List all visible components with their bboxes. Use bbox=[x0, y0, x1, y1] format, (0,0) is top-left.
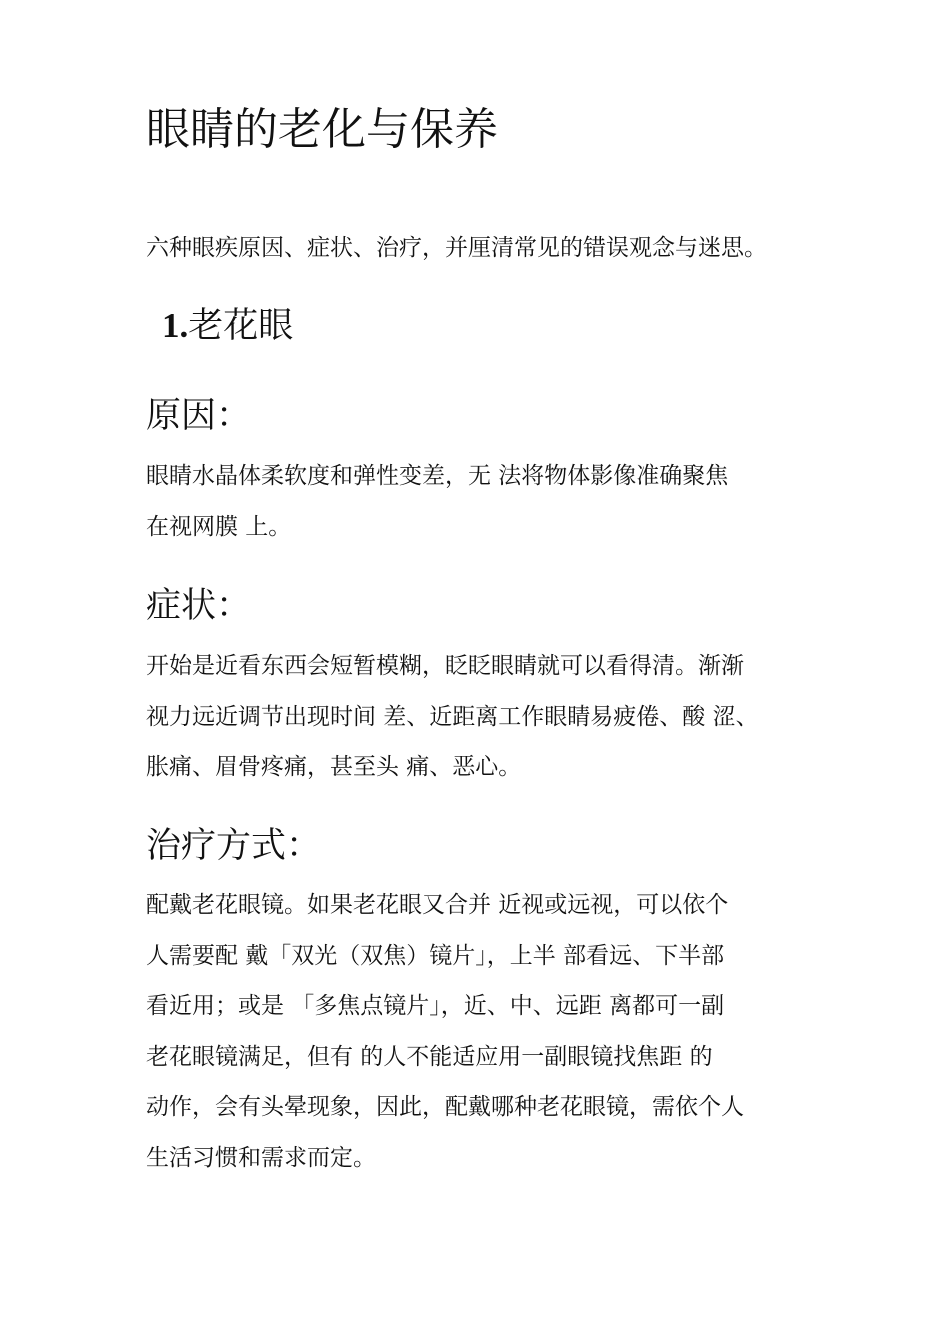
treatment-line: 人需要配 戴「双光（双焦）镜片」，上半 部看远、下半部 bbox=[146, 942, 725, 969]
treatment-line: 老花眼镜满足，但有 的人不能适应用一副眼镜找焦距 的 bbox=[146, 1043, 713, 1070]
treatment-line: 看近用；或是 「多焦点镜片」，近、中、远距 离都可一副 bbox=[146, 993, 725, 1019]
document-title: 眼睛的老化与保养 bbox=[146, 104, 498, 155]
section-heading bbox=[162, 302, 293, 350]
symptom-line: 视力远近调节出现时间 差、近距离工作眼睛易疲倦、酸 涩、 bbox=[146, 703, 759, 730]
treatment-paragraph bbox=[146, 880, 816, 1183]
section-number: 1. bbox=[162, 306, 189, 345]
cause-paragraph bbox=[146, 451, 816, 552]
treatment-line: 动作，会有头晕现象，因此，配戴哪种老花眼镜，需依个人 bbox=[146, 1094, 744, 1120]
treatment-line: 生活习惯和需求而定。 bbox=[146, 1144, 376, 1171]
cause-heading: 原因： bbox=[146, 396, 252, 436]
cause-line: 眼睛水晶体柔软度和弹性变差，无 法将物体影像准确聚焦 bbox=[146, 463, 729, 489]
symptom-paragraph bbox=[146, 641, 816, 793]
symptom-line: 胀痛、眉骨疼痛，甚至头 痛、恶心。 bbox=[146, 754, 522, 780]
cause-line: 在视网膜 上。 bbox=[146, 513, 292, 540]
section-name: 老花眼 bbox=[188, 306, 294, 346]
treatment-heading: 治疗方式： bbox=[146, 826, 322, 866]
symptom-heading: 症状： bbox=[146, 586, 252, 626]
symptom-line: 开始是近看东西会短暂模糊，眨眨眼睛就可以看得清。渐渐 bbox=[146, 653, 744, 679]
treatment-line: 配戴老花眼镜。如果老花眼又合并 近视或远视，可以依个 bbox=[146, 892, 729, 918]
intro-text: 六种眼疾原因、症状、治疗，并厘清常见的错误观念与迷思。 bbox=[146, 235, 767, 261]
